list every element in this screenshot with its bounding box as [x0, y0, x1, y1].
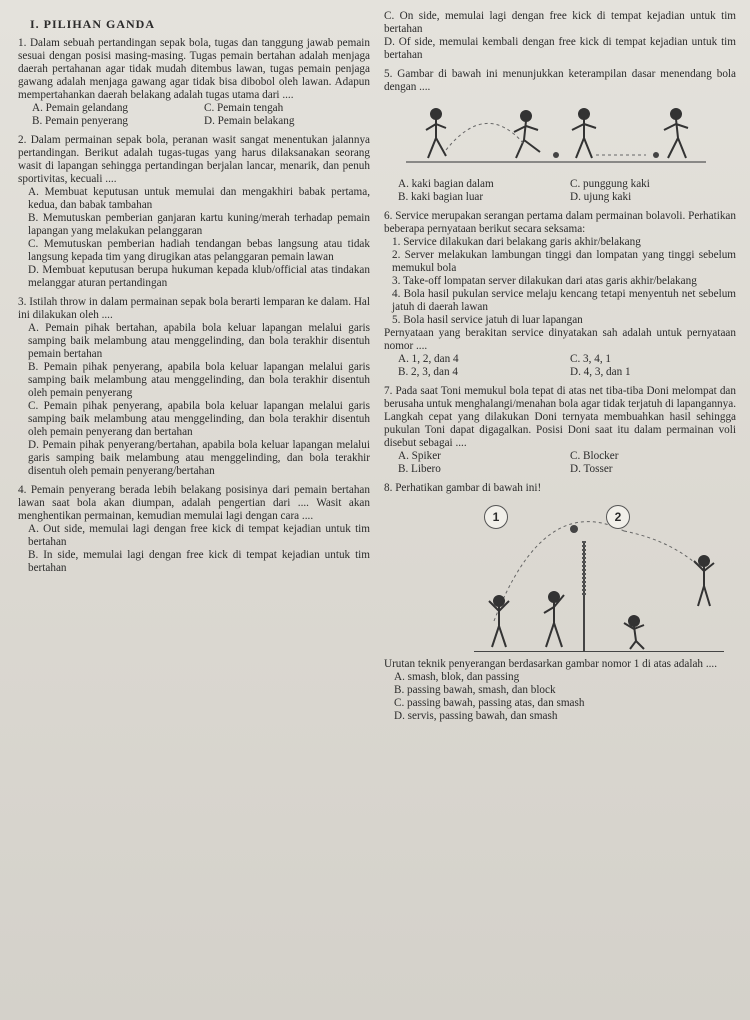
answer-options: [398, 178, 736, 204]
option-c[interactable]: C. punggung kaki: [570, 178, 650, 190]
list-item: 4. Bola hasil pukulan service melaju kencang tetapi menyentuh net sebelum jatuh di daerah lawan: [392, 288, 736, 313]
option-d[interactable]: D. ujung kaki: [570, 191, 632, 203]
option-c[interactable]: C. Memutuskan pemberian hadiah tendangan bebas langsung atau tidak langsung kepada tim yang dirugikan atas pelanggaran pemain lawan: [28, 238, 370, 263]
option-c[interactable]: C. passing bawah, passing atas, dan smash: [394, 697, 585, 709]
option-a[interactable]: A. 1, 2, dan 4: [398, 353, 459, 365]
question-8: [384, 482, 736, 723]
question-prompt: Urutan teknik penyerangan berdasarkan gambar nomor 1 di atas adalah ....: [384, 658, 718, 670]
option-d[interactable]: D. Membuat keputusan berupa hukuman kepada klub/official atas tindakan melanggar aturan pertandingan: [28, 264, 370, 289]
question-1: [18, 37, 370, 128]
option-a[interactable]: A. Pemain pihak bertahan, apabila bola keluar lapangan melalui garis samping baik melambung atau menggelinding, dan bola terakhir disentuh pemain bertahan: [28, 322, 370, 360]
question-text: 1. Dalam sebuah pertandingan sepak bola, tugas dan tanggung jawab pemain sesuai dengan posisi masing-masing. Tugas pemain bertahan adalah menjaga daerah pertahanan agar tidak mudah ditembus lawan, tugas pemain penjaga gawang adalah menjaga gawang agar tidak bisa dibobol oleh lawan. Adapun mempertahankan daerah belakang adalah tugas utama dari ....: [18, 37, 370, 101]
option-d[interactable]: D. Of side, memulai kembali dengan free kick di tempat kejadian untuk tim bertahan: [384, 36, 736, 61]
question-4-continued: [384, 10, 736, 62]
option-d[interactable]: D. 4, 3, dan 1: [570, 366, 631, 378]
option-b[interactable]: B. passing bawah, smash, dan block: [394, 684, 556, 696]
right-column: [384, 10, 736, 729]
question-text: 8. Perhatikan gambar di bawah ini!: [384, 482, 542, 494]
option-d[interactable]: D. servis, passing bawah, dan smash: [394, 710, 558, 722]
option-b[interactable]: B. Pemain penyerang: [32, 115, 129, 127]
option-b[interactable]: B. 2, 3, dan 4: [398, 366, 458, 378]
left-column: [18, 10, 370, 581]
answer-options: [32, 102, 370, 128]
list-item: 2. Server melakukan lambungan tinggi dan lompatan yang tinggi sebelum memukul bola: [392, 249, 736, 274]
option-a[interactable]: A. smash, blok, dan passing: [394, 671, 520, 683]
question-text: 7. Pada saat Toni memukul bola tepat di atas net tiba-tiba Doni melompat dan berusaha untuk menghalangi/menahan bola agar tidak terjatuh di lapangannya. Langkah cepat yang dilakukan Doni ternyata membuahkan hasil sehingga pukulan Toni dapat digagalkan. Posisi Doni saat itu dalam permainan voli disebut sebagai ....: [384, 385, 736, 449]
option-b[interactable]: B. Memutuskan pemberian ganjaran kartu kuning/merah terhadap pemain lapangan yang melakukan pelanggaran: [28, 212, 370, 237]
option-a[interactable]: A. Pemain gelandang: [32, 102, 129, 114]
answer-options: [398, 353, 736, 379]
list-item: 3. Take-off lompatan server dilakukan dari atas garis akhir/belakang: [392, 275, 697, 287]
option-b[interactable]: B. Pemain pihak penyerang, apabila bola keluar lapangan melalui garis samping baik melambung atau menggelinding, dan bola terakhir disentuh oleh pemain penyerang: [28, 361, 370, 399]
option-a[interactable]: A. Out side, memulai lagi dengan free kick di tempat kejadian untuk tim bertahan: [28, 523, 370, 548]
option-c[interactable]: C. On side, memulai lagi dengan free kick di tempat kejadian untuk tim bertahan: [384, 10, 736, 35]
answer-options: [394, 671, 736, 723]
kicking-figures-icon: [406, 100, 706, 172]
question-6: [384, 210, 736, 379]
question-prompt: Pernyataan yang berakitan service dinyatakan sah adalah untuk pernyataan nomor ....: [384, 327, 736, 352]
option-c[interactable]: C. Blocker: [570, 450, 619, 462]
question-2: [18, 134, 370, 290]
option-a[interactable]: A. Spiker: [398, 450, 441, 462]
option-b[interactable]: B. kaki bagian luar: [398, 191, 484, 203]
figure-label-2: 2: [606, 505, 630, 529]
option-b[interactable]: B. In side, memulai lagi dengan free kick di tempat kejadian untuk tim bertahan: [28, 549, 370, 574]
list-item: 5. Bola hasil service jatuh di luar lapangan: [392, 314, 583, 326]
question-text: 5. Gambar di bawah ini menunjukkan keterampilan dasar menendang bola dengan ....: [384, 68, 736, 93]
figure-label-1: 1: [484, 505, 508, 529]
list-item: 1. Service dilakukan dari belakang garis akhir/belakang: [392, 236, 641, 248]
question-text: 4. Pemain penyerang berada lebih belakang posisinya dari pemain bertahan lawan saat bola akan diumpan, adalah pengertian dari .... Wasit akan menghentikan permainan, kemudian memulai lagi dengan cara ....: [18, 484, 370, 522]
option-c[interactable]: C. Pemain pihak penyerang, apabila bola keluar lapangan melalui garis samping baik melambung atau menggelinding, dan bola terakhir disentuh oleh pemain penyerang dan bertahan: [28, 400, 370, 438]
question-text: 3. Istilah throw in dalam permainan sepak bola berarti lemparan ke dalam. Hal ini dilakukan oleh ....: [18, 296, 370, 321]
option-a[interactable]: A. Membuat keputusan untuk memulai dan mengakhiri babak pertama, kedua, dan babak tambahan: [28, 186, 370, 211]
option-a[interactable]: A. kaki bagian dalam: [398, 178, 494, 190]
option-b[interactable]: B. Libero: [398, 463, 441, 475]
answer-options: [28, 523, 370, 575]
volleyball-players-icon: [474, 501, 724, 651]
option-c[interactable]: C. Pemain tengah: [204, 102, 284, 114]
answer-options: [28, 322, 370, 478]
question-3: [18, 296, 370, 478]
question-5: [384, 68, 736, 204]
question-4: [18, 484, 370, 575]
question-7: [384, 385, 736, 476]
option-d[interactable]: D. Pemain pihak penyerang/bertahan, apabila bola keluar lapangan melalui garis samping baik melambung atau menggelinding, dan bola terakhir disentuh oleh pemain penyerang/bertahan: [28, 439, 370, 477]
kicking-illustration: [406, 100, 706, 172]
volleyball-illustration: [474, 501, 724, 652]
question-text: 6. Service merupakan serangan pertama dalam permainan bolavoli. Perhatikan beberapa pernyataan berikut secara seksama:: [384, 210, 736, 235]
option-d[interactable]: D. Pemain belakang: [204, 115, 295, 127]
answer-options: [28, 186, 370, 290]
option-d[interactable]: D. Tosser: [570, 463, 613, 475]
question-text: 2. Dalam permainan sepak bola, peranan wasit sangat menentukan jalannya pertandingan. Berikut adalah tugas-tugas yang harus dilaksanakan seorang wasit di lapangan sehingga pertandingan berjalan lancar, menarik, dan penuh sportivitas, kecuali ....: [18, 134, 370, 185]
section-heading: I. PILIHAN GANDA: [30, 17, 156, 31]
answer-options: [398, 450, 736, 476]
statement-list: [392, 236, 736, 327]
option-c[interactable]: C. 3, 4, 1: [570, 353, 612, 365]
